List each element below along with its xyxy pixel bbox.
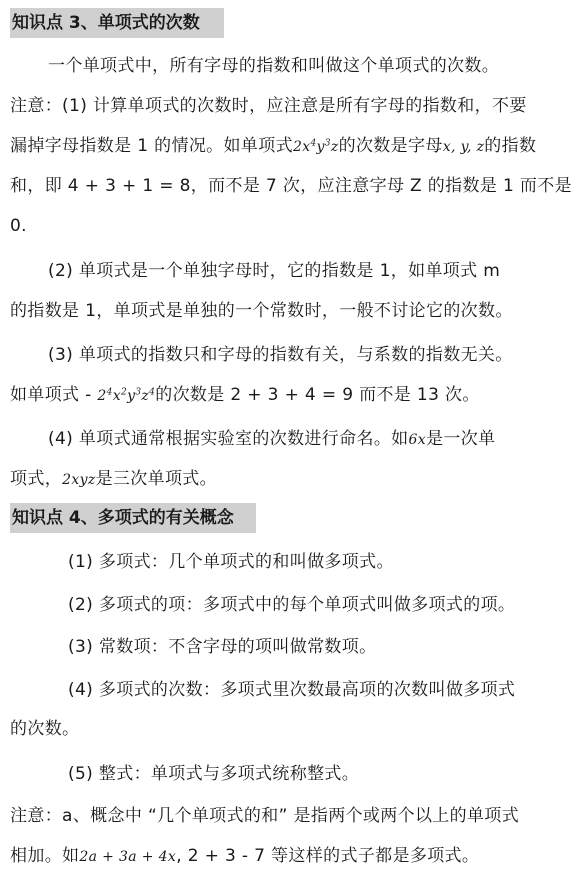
polynomial-item-4: (4) 多项式的次数：多项式里次数最高项的次数叫做多项式 <box>68 680 516 700</box>
text: 项式， <box>10 469 63 489</box>
polynomial-item-1: (1) 多项式：几个单项式的和叫做多项式。 <box>68 552 394 572</box>
polynomial-item-4-continued: 的次数。 <box>10 719 80 739</box>
example-expression: 2xyz <box>62 472 96 488</box>
polynomial-item-2: (2) 多项式的项：多项式中的每个单项式叫做多项式的项。 <box>68 595 516 615</box>
definition-text: 一个单项式中，所有字母的指数和叫做这个单项式的次数。 <box>48 56 500 76</box>
section-4-heading: 知识点 4、多项式的有关概念 <box>10 503 256 533</box>
note-2-line-2: 的指数是 1，单项式是单独的一个常数时，一般不讨论它的次数。 <box>10 301 513 321</box>
note-3-line-2 <box>10 382 576 408</box>
text: , 2 + 3 - 7 等这样的式子都是多项式。 <box>176 846 480 866</box>
monomial-expression: $2x^4y^3z$ <box>292 138 339 155</box>
note-1-line-1: 注意：(1) 计算单项式的次数时，应注意是所有字母的指数和，不要 <box>10 96 527 116</box>
note-2-line-1: (2) 单项式是一个单独字母时，它的指数是 1，如单项式 m <box>48 261 501 281</box>
letters-expression: x, y, z <box>442 139 485 155</box>
section-3-heading: 知识点 3、单项式的次数 <box>10 8 224 38</box>
note-4-line-2 <box>10 466 576 492</box>
note-4-line-1 <box>48 426 576 452</box>
polynomial-item-5: (5) 整式：单项式与多项式统称整式。 <box>68 764 360 784</box>
text: 的指数 <box>484 136 537 156</box>
note-1-line-4: 0. <box>10 216 27 236</box>
monomial-expression: $2^4x^2y^3z^4$ <box>97 387 156 404</box>
text: 的次数是 2 + 3 + 4 = 9 而不是 13 次。 <box>155 385 480 405</box>
text: (4) 单项式通常根据实验室的次数进行命名。如 <box>48 429 409 449</box>
note-1-line-3: 和，即 4 + 3 + 1 = 8，而不是 7 次，应注意字母 Z 的指数是 1 而不是 <box>10 176 572 196</box>
polynomial-note-line-1: 注意：a、概念中 “几个单项式的和” 是指两个或两个以上的单项式 <box>10 806 520 826</box>
example-expression: 6x <box>408 432 427 448</box>
polynomial-item-3: (3) 常数项：不含字母的项叫做常数项。 <box>68 637 377 657</box>
note-1-line-2 <box>10 133 576 159</box>
note-3-line-1: (3) 单项式的指数只和字母的指数有关，与系数的指数无关。 <box>48 345 513 365</box>
text: 是三次单项式。 <box>95 469 218 489</box>
text: 是一次单 <box>426 429 496 449</box>
polynomial-note-line-2 <box>10 843 576 869</box>
text: 漏掉字母指数是 1 的情况。如单项式 <box>10 136 293 156</box>
polynomial-expression: 2a + 3a + 4x <box>79 849 177 865</box>
text: 相加。如 <box>10 846 80 866</box>
text: 的次数是字母 <box>338 136 443 156</box>
text: 如单项式 - <box>10 385 92 405</box>
